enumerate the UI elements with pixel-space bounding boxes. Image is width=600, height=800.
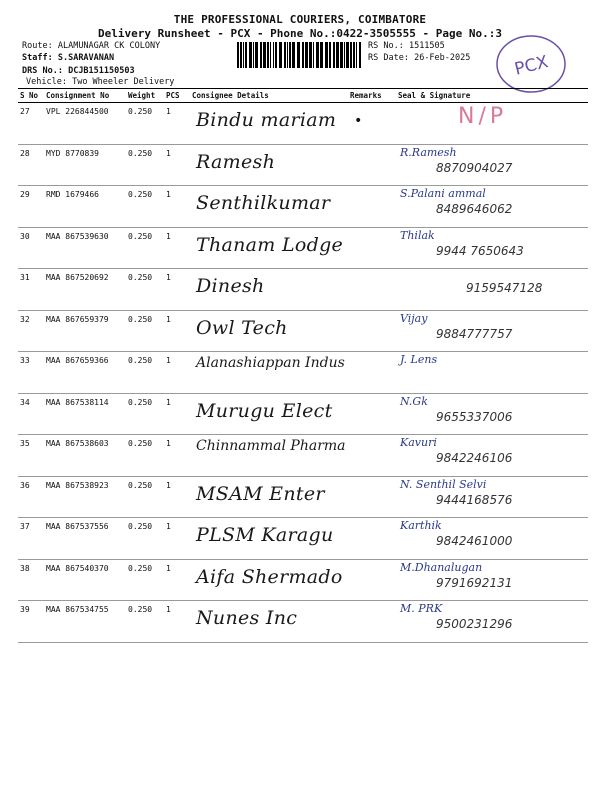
barcode-bar: [287, 42, 288, 68]
weight: 0.250: [126, 186, 164, 228]
receiver-signature: Thilak: [400, 228, 435, 242]
consignee-name: Murugu Elect: [196, 399, 333, 422]
drs-value: DCJB151150503: [68, 66, 135, 76]
barcode-bar: [346, 42, 349, 68]
signature-cell: [396, 186, 588, 228]
serial-number: 38: [18, 559, 44, 601]
column-header: Consignee Details: [190, 89, 348, 103]
barcode-bar: [270, 42, 271, 68]
receiver-phone: 8489646062: [436, 202, 513, 216]
barcode-bar: [273, 42, 274, 68]
barcode-bar: [359, 42, 361, 68]
weight: 0.250: [126, 518, 164, 560]
receiver-signature: M. PRK: [400, 602, 443, 615]
barcode-bar: [292, 42, 295, 68]
serial-number: 29: [18, 186, 44, 228]
signature-cell: [396, 518, 588, 560]
receiver-phone: 9884777757: [436, 326, 513, 341]
consignee-name: Dinesh: [196, 275, 265, 297]
consignee-cell: [190, 186, 348, 228]
barcode-bar: [284, 42, 286, 68]
barcode-bar: [340, 42, 343, 68]
pieces: 1: [164, 352, 190, 394]
barcode-bar: [253, 42, 254, 68]
consignment-number: MAA 867534755: [44, 601, 126, 643]
consignee-cell: [190, 393, 348, 435]
barcode-bar: [249, 42, 252, 68]
consignment-number: MAA 867540370: [44, 559, 126, 601]
column-header: PCS: [164, 89, 190, 103]
staff-value: S.SARAVANAN: [57, 53, 115, 63]
table-row: [18, 310, 588, 352]
weight: 0.250: [126, 559, 164, 601]
not-present-mark: N/P: [458, 104, 508, 129]
weight: 0.250: [126, 103, 164, 145]
barcode-bar: [237, 42, 239, 68]
weight: 0.250: [126, 269, 164, 311]
remarks-cell: [348, 103, 396, 145]
rs-date-line: [368, 53, 470, 64]
barcode-bar: [302, 42, 304, 68]
staff-line: [22, 53, 114, 64]
receiver-signature: N. Senthil Selvi: [400, 477, 487, 491]
pieces: 1: [164, 103, 190, 145]
serial-number: 35: [18, 435, 44, 477]
remarks-cell: [348, 435, 396, 477]
column-header: Remarks: [348, 89, 396, 103]
consignee-cell: [190, 144, 348, 186]
consignee-cell: [190, 476, 348, 518]
column-header: Consignment No: [44, 89, 126, 103]
pieces: 1: [164, 435, 190, 477]
barcode-bar: [240, 42, 242, 68]
signature-cell: [396, 227, 588, 269]
consignment-number: MAA 867539630: [44, 227, 126, 269]
remarks-cell: [348, 559, 396, 601]
receiver-signature: M.Dhanalugan: [400, 560, 483, 574]
remarks-cell: [348, 601, 396, 643]
barcode-bar: [309, 42, 312, 68]
consignee-name: Senthilkumar: [196, 192, 331, 214]
barcode-bar: [336, 42, 339, 68]
barcode-bar: [260, 42, 262, 68]
vehicle-line: [26, 77, 174, 88]
receiver-phone: 9159547128: [466, 281, 543, 295]
column-header: S No: [18, 89, 44, 103]
consignment-number: MAA 867659366: [44, 352, 126, 394]
consignee-cell: [190, 310, 348, 352]
receiver-signature: S.Palani ammal: [400, 187, 486, 200]
barcode-image: [237, 42, 363, 68]
barcode-bar: [320, 42, 323, 68]
staff-label: Staff:: [22, 53, 53, 63]
consignment-number: MYD 8770839: [44, 144, 126, 186]
consignee-name: Aifa Shermado: [196, 565, 343, 588]
receiver-phone: 9500231296: [436, 617, 513, 631]
receiver-phone: 9842461000: [436, 534, 513, 548]
barcode-bar: [275, 42, 277, 68]
consignee-cell: [190, 559, 348, 601]
serial-number: 34: [18, 393, 44, 435]
receiver-phone: 9842246106: [436, 451, 513, 465]
rs-no-value: 1511505: [408, 41, 445, 51]
rs-no-line: [368, 41, 445, 52]
receiver-signature: N.Gk: [400, 394, 428, 408]
consignment-number: MAA 867659379: [44, 310, 126, 352]
weight: 0.250: [126, 310, 164, 352]
table-row: [18, 435, 588, 477]
runsheet-table: [18, 88, 588, 643]
weight: 0.250: [126, 435, 164, 477]
remarks-cell: [348, 352, 396, 394]
pieces: 1: [164, 269, 190, 311]
pcx-stamp: [494, 33, 568, 95]
consignee-cell: [190, 269, 348, 311]
receiver-phone: 9444168576: [436, 492, 513, 507]
barcode-bar: [305, 42, 308, 68]
consignment-number: MAA 867538603: [44, 435, 126, 477]
pieces: 1: [164, 518, 190, 560]
receiver-phone: 9944 7650643: [436, 243, 524, 258]
barcode-bar: [356, 42, 357, 68]
barcode-bar: [243, 42, 244, 68]
column-header: Weight: [126, 89, 164, 103]
signature-cell: [396, 310, 588, 352]
remarks-cell: [348, 144, 396, 186]
weight: 0.250: [126, 352, 164, 394]
receiver-signature: R.Ramesh: [400, 145, 457, 159]
receiver-signature: Kavuri: [400, 436, 437, 449]
barcode-bar: [325, 42, 328, 68]
consignee-name: Bindu mariam: [196, 109, 337, 131]
pieces: 1: [164, 601, 190, 643]
signature-cell: [396, 601, 588, 643]
vehicle-value: Two Wheeler Delivery: [72, 77, 175, 87]
signature-cell: [396, 103, 588, 145]
consignee-name: Ramesh: [196, 150, 276, 173]
weight: 0.250: [126, 144, 164, 186]
consignee-name: MSAM Enter: [196, 482, 325, 505]
drs-label: DRS No.:: [22, 66, 63, 76]
consignment-number: VPL 226844500: [44, 103, 126, 145]
table-row: [18, 269, 588, 311]
remarks-cell: [348, 518, 396, 560]
barcode-bar: [267, 42, 269, 68]
consignment-number: MAA 867520692: [44, 269, 126, 311]
remarks-cell: [348, 310, 396, 352]
drs-line: [22, 66, 135, 77]
stamp-text: PCX: [512, 52, 551, 80]
pieces: 1: [164, 476, 190, 518]
signature-cell: [396, 393, 588, 435]
serial-number: 31: [18, 269, 44, 311]
barcode-bar: [313, 42, 314, 68]
barcode-bar: [333, 42, 335, 68]
serial-number: 39: [18, 601, 44, 643]
table-row: [18, 393, 588, 435]
barcode-bar: [297, 42, 300, 68]
vehicle-label: Vehicle:: [26, 77, 67, 87]
table-body: [18, 103, 588, 643]
signature-cell: [396, 144, 588, 186]
remarks-cell: [348, 476, 396, 518]
consignee-name: Chinnammal Pharma: [196, 438, 346, 454]
consignment-number: MAA 867538114: [44, 393, 126, 435]
consignee-cell: [190, 103, 348, 145]
table-header-row: [18, 89, 588, 103]
barcode-bar: [344, 42, 345, 68]
table-row: [18, 518, 588, 560]
receiver-signature: Karthik: [400, 519, 442, 532]
rs-date-label: RS Date:: [368, 53, 409, 63]
remarks-cell: [348, 227, 396, 269]
consignee-name: Owl Tech: [196, 316, 288, 339]
company-title: THE PROFESSIONAL COURIERS, COIMBATORE: [173, 13, 427, 26]
barcode-bar: [350, 42, 352, 68]
receiver-phone: 9655337006: [436, 409, 513, 424]
rs-no-label: RS No.:: [368, 41, 404, 51]
barcode-bar: [279, 42, 282, 68]
barcode-bar: [263, 42, 266, 68]
consignee-cell: [190, 352, 348, 394]
table-row: [18, 559, 588, 601]
remarks-cell: [348, 186, 396, 228]
consignee-cell: [190, 518, 348, 560]
receiver-signature: J. Lens: [400, 353, 438, 366]
table-row: [18, 186, 588, 228]
serial-number: 33: [18, 352, 44, 394]
consignment-number: MAA 867538923: [44, 476, 126, 518]
pieces: 1: [164, 227, 190, 269]
barcode-bar: [245, 42, 247, 68]
consignee-cell: [190, 227, 348, 269]
barcode-bar: [255, 42, 258, 68]
signature-cell: [396, 559, 588, 601]
receiver-phone: 8870904027: [436, 160, 513, 175]
serial-number: 27: [18, 103, 44, 145]
serial-number: 28: [18, 144, 44, 186]
receiver-phone: 9791692131: [436, 575, 513, 590]
route-line: [22, 41, 160, 52]
pieces: 1: [164, 393, 190, 435]
weight: 0.250: [126, 601, 164, 643]
weight: 0.250: [126, 476, 164, 518]
receiver-signature: Vijay: [400, 311, 428, 325]
remarks-cell: [348, 393, 396, 435]
table-row: [18, 227, 588, 269]
remark-mark: •: [354, 113, 363, 129]
consignee-name: Nunes Inc: [196, 607, 298, 629]
table-row: [18, 476, 588, 518]
signature-cell: [396, 476, 588, 518]
consignee-name: Alanashiappan Indus: [196, 355, 345, 371]
pieces: 1: [164, 310, 190, 352]
table-row: [18, 103, 588, 145]
barcode-bar: [289, 42, 291, 68]
consignment-number: RMD 1679466: [44, 186, 126, 228]
consignee-cell: [190, 601, 348, 643]
consignee-cell: [190, 435, 348, 477]
pieces: 1: [164, 144, 190, 186]
serial-number: 30: [18, 227, 44, 269]
serial-number: 32: [18, 310, 44, 352]
table-row: [18, 352, 588, 394]
serial-number: 36: [18, 476, 44, 518]
column-header: Seal & Signature: [396, 89, 588, 103]
signature-cell: [396, 435, 588, 477]
barcode-bar: [353, 42, 355, 68]
route-value: ALAMUNAGAR CK COLONY: [57, 41, 161, 51]
table-row: [18, 601, 588, 643]
weight: 0.250: [126, 393, 164, 435]
pieces: 1: [164, 559, 190, 601]
runsheet-subtitle: Delivery Runsheet - PCX - Phone No.:0422-3505555 - Page No.:3: [98, 27, 502, 40]
route-label: Route:: [22, 41, 53, 51]
barcode-bar: [329, 42, 331, 68]
remarks-cell: [348, 269, 396, 311]
weight: 0.250: [126, 227, 164, 269]
consignee-name: Thanam Lodge: [196, 233, 344, 256]
barcode-bar: [316, 42, 319, 68]
consignee-name: PLSM Karagu: [196, 524, 334, 546]
pieces: 1: [164, 186, 190, 228]
signature-cell: [396, 352, 588, 394]
signature-cell: [396, 269, 588, 311]
serial-number: 37: [18, 518, 44, 560]
table-row: [18, 144, 588, 186]
consignment-number: MAA 867537556: [44, 518, 126, 560]
rs-date-value: 26-Feb-2025: [414, 53, 471, 63]
